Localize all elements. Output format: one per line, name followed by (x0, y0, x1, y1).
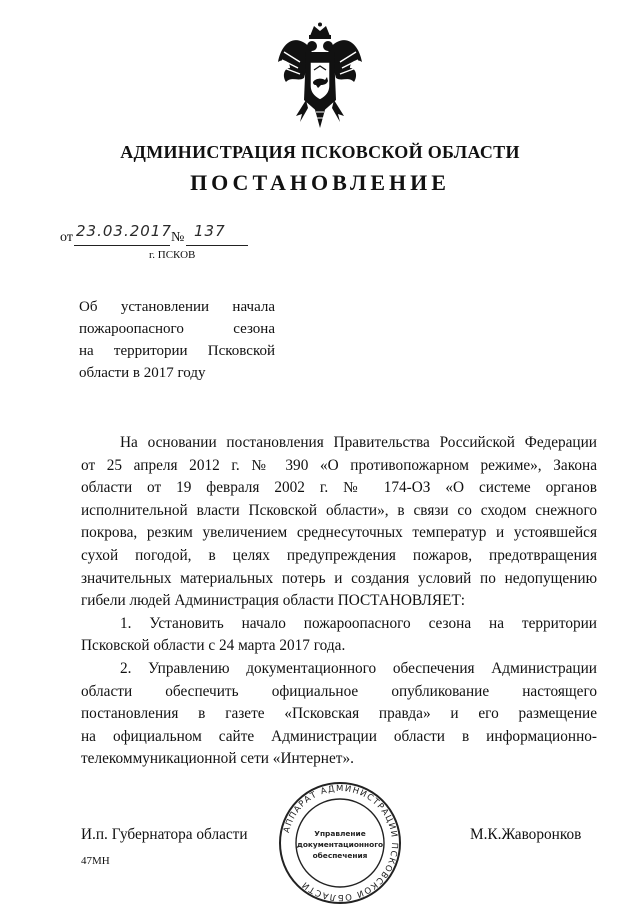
body-line: постановления в газете «Псковская правда» и его размещение (81, 705, 597, 723)
body-line: на официальном сайте Администрации области в информационно- (81, 727, 597, 745)
stamp-outer-text: АППАРАТ АДМИНИСТРАЦИИ ПСКОВСКОЙ ОБЛАСТИ (282, 783, 400, 903)
body-line: телекоммуникационной сети «Интернет». (81, 750, 354, 768)
subject-line: пожароопасного сезона (79, 321, 275, 337)
body-line: исполнительной власти Псковской области», в связи со сходом снежного (81, 501, 597, 519)
date-underline (74, 245, 170, 246)
subject-line: Об установлении начала (79, 299, 275, 315)
document-subject (79, 296, 275, 384)
document-code: 47МН (81, 855, 110, 867)
pskov-coat-of-arms-icon (274, 22, 366, 134)
body-line: 1. Установить начало пожароопасного сезона на территории (120, 614, 597, 632)
body-line: 2. Управлению документационного обеспечения Администрации (120, 659, 597, 677)
body-line: значительных материальных потерь и создания условий по недопущению (81, 569, 597, 587)
organization-name: АДМИНИСТРАЦИЯ ПСКОВСКОЙ ОБЛАСТИ (120, 142, 520, 162)
body-line: от 25 апреля 2012 г. № 390 «О противопожарном режиме», Закона (81, 456, 597, 474)
handwritten-number: 137 (194, 222, 226, 240)
body-line: покрова, резким увеличением среднесуточных температур и устоявшейся (81, 524, 597, 542)
body-line: сухой погодой, в целях предупреждения пожаров, предотвращения (81, 546, 597, 564)
stamp-inner-line: документационного (296, 840, 384, 849)
city-label: г. ПСКОВ (149, 249, 196, 261)
number-underline (186, 245, 248, 246)
signer-position: И.п. Губернатора области (81, 826, 248, 843)
body-line: Псковской области с 24 марта 2017 года. (81, 637, 346, 655)
number-prefix: № (171, 230, 185, 245)
stamp-inner-line: обеспечения (312, 851, 368, 860)
body-line: области от 19 февраля 2002 г. № 174-ОЗ «О системе органов (81, 479, 597, 497)
body-line: области обеспечить официальное опубликование настоящего (81, 682, 597, 700)
date-prefix: от (60, 230, 73, 245)
subject-line: на территории Псковской (79, 343, 275, 359)
official-stamp (275, 780, 405, 905)
subject-line: области в 2017 году (79, 365, 206, 381)
document-body (81, 432, 597, 771)
body-line: гибели людей Администрация области ПОСТАНОВЛЯЕТ: (81, 592, 466, 610)
registration-line (60, 224, 300, 246)
signer-name: М.К.Жаворонков (470, 826, 582, 843)
document-type-title: ПОСТАНОВЛЕНИЕ (190, 170, 450, 195)
body-line: На основании постановления Правительства Российской Федерации (120, 434, 597, 451)
handwritten-date: 23.03.2017 (76, 222, 172, 240)
stamp-inner-line: Управление (314, 829, 366, 838)
